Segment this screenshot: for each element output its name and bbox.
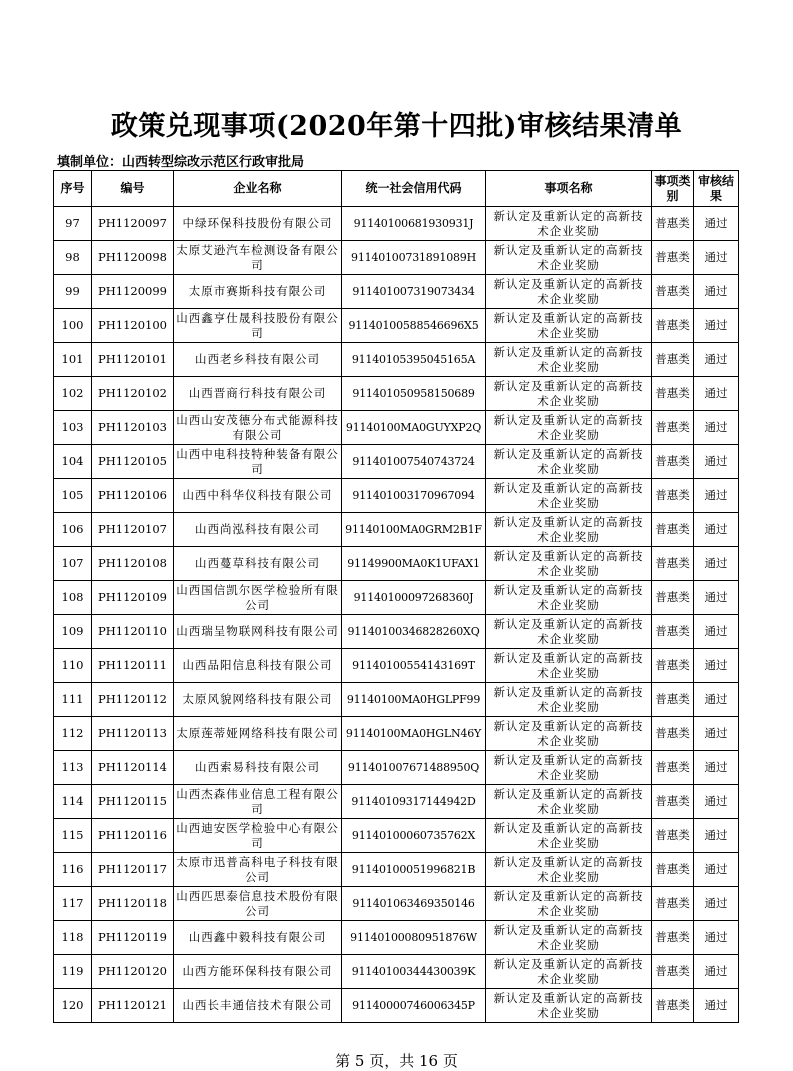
review-result: 通过 (694, 411, 739, 445)
item-category: 普惠类 (652, 955, 694, 989)
company-name: 山西匹思泰信息技术股份有限公司 (174, 887, 342, 921)
credit-code: 91140100MA0HGLN46Y (342, 717, 486, 751)
credit-code: 91140109317144942D (342, 785, 486, 819)
credit-code: 91140100346828260XQ (342, 615, 486, 649)
table-row (54, 411, 739, 445)
company-name: 太原莲蒂娅网络科技有限公司 (174, 717, 342, 751)
credit-code: 911401050958150689 (342, 377, 486, 411)
credit-code: 911401007671488950Q (342, 751, 486, 785)
item-name: 新认定及重新认定的高新技术企业奖励 (486, 275, 652, 309)
credit-code: 91140100MA0GRM2B1F (342, 513, 486, 547)
item-category: 普惠类 (652, 819, 694, 853)
filing-unit: 填制单位：山西转型综改示范区行政审批局 (57, 155, 305, 170)
table-row (54, 377, 739, 411)
row-number: PH1120098 (92, 241, 174, 275)
row-index: 114 (54, 785, 92, 819)
review-result: 通过 (694, 343, 739, 377)
review-result: 通过 (694, 785, 739, 819)
row-index: 109 (54, 615, 92, 649)
company-name: 太原艾逊汽车检测设备有限公司 (174, 241, 342, 275)
credit-code: 91140100588546696X5 (342, 309, 486, 343)
row-number: PH1120117 (92, 853, 174, 887)
company-name: 太原市赛斯科技有限公司 (174, 275, 342, 309)
table-row (54, 241, 739, 275)
company-name: 山西品阳信息科技有限公司 (174, 649, 342, 683)
review-result: 通过 (694, 513, 739, 547)
review-result: 通过 (694, 751, 739, 785)
company-name: 山西鑫中毅科技有限公司 (174, 921, 342, 955)
row-index: 106 (54, 513, 92, 547)
row-index: 111 (54, 683, 92, 717)
credit-code: 91140100MA0HGLPF99 (342, 683, 486, 717)
review-result: 通过 (694, 309, 739, 343)
row-number: PH1120113 (92, 717, 174, 751)
row-number: PH1120112 (92, 683, 174, 717)
item-category: 普惠类 (652, 989, 694, 1023)
item-name: 新认定及重新认定的高新技术企业奖励 (486, 309, 652, 343)
review-result: 通过 (694, 275, 739, 309)
header-company: 企业名称 (174, 171, 342, 207)
review-result: 通过 (694, 547, 739, 581)
company-name: 山西鑫亨仕晟科技股份有限公司 (174, 309, 342, 343)
header-credit-code: 统一社会信用代码 (342, 171, 486, 207)
review-result: 通过 (694, 819, 739, 853)
review-result: 通过 (694, 649, 739, 683)
credit-code: 91149900MA0K1UFAX1 (342, 547, 486, 581)
row-number: PH1120106 (92, 479, 174, 513)
item-name: 新认定及重新认定的高新技术企业奖励 (486, 479, 652, 513)
header-result: 审核结果 (694, 171, 739, 207)
credit-code: 91140100731891089H (342, 241, 486, 275)
row-number: PH1120101 (92, 343, 174, 377)
header-index: 序号 (54, 171, 92, 207)
item-name: 新认定及重新认定的高新技术企业奖励 (486, 615, 652, 649)
table-row (54, 513, 739, 547)
item-category: 普惠类 (652, 513, 694, 547)
review-result: 通过 (694, 479, 739, 513)
item-name: 新认定及重新认定的高新技术企业奖励 (486, 989, 652, 1023)
review-result: 通过 (694, 377, 739, 411)
review-result: 通过 (694, 445, 739, 479)
row-index: 103 (54, 411, 92, 445)
company-name: 山西中科华仪科技有限公司 (174, 479, 342, 513)
row-number: PH1120109 (92, 581, 174, 615)
item-name: 新认定及重新认定的高新技术企业奖励 (486, 887, 652, 921)
item-name: 新认定及重新认定的高新技术企业奖励 (486, 683, 652, 717)
company-name: 山西尚泓科技有限公司 (174, 513, 342, 547)
credit-code: 91140100060735762X (342, 819, 486, 853)
row-index: 118 (54, 921, 92, 955)
company-name: 山西国信凯尔医学检验所有限公司 (174, 581, 342, 615)
credit-code: 911401007540743724 (342, 445, 486, 479)
review-result: 通过 (694, 207, 739, 241)
table-row (54, 683, 739, 717)
row-number: PH1120119 (92, 921, 174, 955)
item-category: 普惠类 (652, 343, 694, 377)
item-category: 普惠类 (652, 785, 694, 819)
review-result: 通过 (694, 683, 739, 717)
table-row (54, 309, 739, 343)
row-number: PH1120118 (92, 887, 174, 921)
row-index: 116 (54, 853, 92, 887)
company-name: 太原市迅普高科电子科技有限公司 (174, 853, 342, 887)
company-name: 中绿环保科技股份有限公司 (174, 207, 342, 241)
row-index: 99 (54, 275, 92, 309)
item-category: 普惠类 (652, 853, 694, 887)
table-header-row (54, 171, 739, 207)
item-name: 新认定及重新认定的高新技术企业奖励 (486, 581, 652, 615)
document-title: 政策兑现事项(2020年第十四批)审核结果清单 (110, 111, 683, 142)
item-name: 新认定及重新认定的高新技术企业奖励 (486, 751, 652, 785)
row-number: PH1120116 (92, 819, 174, 853)
credit-code: 91140100554143169T (342, 649, 486, 683)
review-result: 通过 (694, 989, 739, 1023)
table-row (54, 343, 739, 377)
row-index: 97 (54, 207, 92, 241)
company-name: 山西索易科技有限公司 (174, 751, 342, 785)
table-row (54, 785, 739, 819)
row-number: PH1120105 (92, 445, 174, 479)
row-index: 120 (54, 989, 92, 1023)
table-row (54, 921, 739, 955)
item-category: 普惠类 (652, 547, 694, 581)
row-number: PH1120107 (92, 513, 174, 547)
row-number: PH1120115 (92, 785, 174, 819)
company-name: 山西老乡科技有限公司 (174, 343, 342, 377)
row-index: 119 (54, 955, 92, 989)
review-result: 通过 (694, 581, 739, 615)
item-name: 新认定及重新认定的高新技术企业奖励 (486, 785, 652, 819)
row-number: PH1120120 (92, 955, 174, 989)
item-name: 新认定及重新认定的高新技术企业奖励 (486, 377, 652, 411)
item-category: 普惠类 (652, 309, 694, 343)
credit-code: 91140100344430039K (342, 955, 486, 989)
company-name: 山西蔓草科技有限公司 (174, 547, 342, 581)
item-name: 新认定及重新认定的高新技术企业奖励 (486, 547, 652, 581)
item-category: 普惠类 (652, 241, 694, 275)
table-row (54, 751, 739, 785)
row-number: PH1120110 (92, 615, 174, 649)
table-row (54, 887, 739, 921)
table-row (54, 989, 739, 1023)
table-row (54, 819, 739, 853)
item-name: 新认定及重新认定的高新技术企业奖励 (486, 343, 652, 377)
table-row (54, 479, 739, 513)
table-row (54, 853, 739, 887)
item-category: 普惠类 (652, 887, 694, 921)
table-row (54, 547, 739, 581)
page-footer: 第 5 页，共 16 页 (335, 1052, 458, 1070)
row-index: 108 (54, 581, 92, 615)
review-result: 通过 (694, 921, 739, 955)
table-row (54, 581, 739, 615)
table-row (54, 955, 739, 989)
row-index: 98 (54, 241, 92, 275)
item-name: 新认定及重新认定的高新技术企业奖励 (486, 921, 652, 955)
row-number: PH1120099 (92, 275, 174, 309)
item-name: 新认定及重新认定的高新技术企业奖励 (486, 955, 652, 989)
row-index: 104 (54, 445, 92, 479)
item-category: 普惠类 (652, 751, 694, 785)
row-index: 115 (54, 819, 92, 853)
item-name: 新认定及重新认定的高新技术企业奖励 (486, 717, 652, 751)
row-number: PH1120121 (92, 989, 174, 1023)
review-result: 通过 (694, 955, 739, 989)
table-row (54, 207, 739, 241)
item-name: 新认定及重新认定的高新技术企业奖励 (486, 207, 652, 241)
review-result: 通过 (694, 241, 739, 275)
row-index: 112 (54, 717, 92, 751)
item-category: 普惠类 (652, 377, 694, 411)
row-index: 113 (54, 751, 92, 785)
company-name: 山西迪安医学检验中心有限公司 (174, 819, 342, 853)
item-name: 新认定及重新认定的高新技术企业奖励 (486, 513, 652, 547)
review-result: 通过 (694, 887, 739, 921)
review-result: 通过 (694, 717, 739, 751)
credit-code: 91140100681930931J (342, 207, 486, 241)
row-number: PH1120103 (92, 411, 174, 445)
header-number: 编号 (92, 171, 174, 207)
credit-code: 91140100097268360J (342, 581, 486, 615)
credit-code: 911401063469350146 (342, 887, 486, 921)
table-row (54, 275, 739, 309)
item-category: 普惠类 (652, 479, 694, 513)
company-name: 山西中电科技特种装备有限公司 (174, 445, 342, 479)
item-name: 新认定及重新认定的高新技术企业奖励 (486, 411, 652, 445)
company-name: 山西晋商行科技有限公司 (174, 377, 342, 411)
item-name: 新认定及重新认定的高新技术企业奖励 (486, 445, 652, 479)
row-number: PH1120102 (92, 377, 174, 411)
item-name: 新认定及重新认定的高新技术企业奖励 (486, 819, 652, 853)
row-index: 102 (54, 377, 92, 411)
item-name: 新认定及重新认定的高新技术企业奖励 (486, 241, 652, 275)
row-index: 100 (54, 309, 92, 343)
review-result: 通过 (694, 615, 739, 649)
row-index: 110 (54, 649, 92, 683)
credit-code: 91140100051996821B (342, 853, 486, 887)
header-category: 事项类别 (652, 171, 694, 207)
row-index: 117 (54, 887, 92, 921)
item-name: 新认定及重新认定的高新技术企业奖励 (486, 649, 652, 683)
item-category: 普惠类 (652, 921, 694, 955)
row-index: 101 (54, 343, 92, 377)
table-row (54, 615, 739, 649)
company-name: 山西方能环保科技有限公司 (174, 955, 342, 989)
company-name: 太原风貌网络科技有限公司 (174, 683, 342, 717)
credit-code: 91140100080951876W (342, 921, 486, 955)
company-name: 山西长丰通信技术有限公司 (174, 989, 342, 1023)
row-index: 107 (54, 547, 92, 581)
review-result: 通过 (694, 853, 739, 887)
item-category: 普惠类 (652, 207, 694, 241)
table-row (54, 649, 739, 683)
item-category: 普惠类 (652, 445, 694, 479)
credit-code: 91140105395045165A (342, 343, 486, 377)
row-number: PH1120108 (92, 547, 174, 581)
item-name: 新认定及重新认定的高新技术企业奖励 (486, 853, 652, 887)
item-category: 普惠类 (652, 275, 694, 309)
row-index: 105 (54, 479, 92, 513)
credit-code: 911401007319073434 (342, 275, 486, 309)
row-number: PH1120114 (92, 751, 174, 785)
table-row (54, 717, 739, 751)
company-name: 山西瑞呈物联网科技有限公司 (174, 615, 342, 649)
item-category: 普惠类 (652, 615, 694, 649)
item-category: 普惠类 (652, 649, 694, 683)
credit-code: 91140000746006345P (342, 989, 486, 1023)
item-category: 普惠类 (652, 581, 694, 615)
header-item: 事项名称 (486, 171, 652, 207)
row-number: PH1120111 (92, 649, 174, 683)
item-category: 普惠类 (652, 683, 694, 717)
credit-code: 911401003170967094 (342, 479, 486, 513)
item-category: 普惠类 (652, 411, 694, 445)
company-name: 山西杰森伟业信息工程有限公司 (174, 785, 342, 819)
results-table (53, 170, 739, 1023)
row-number: PH1120100 (92, 309, 174, 343)
table-row (54, 445, 739, 479)
item-category: 普惠类 (652, 717, 694, 751)
company-name: 山西山安茂德分布式能源科技有限公司 (174, 411, 342, 445)
credit-code: 91140100MA0GUYXP2Q (342, 411, 486, 445)
row-number: PH1120097 (92, 207, 174, 241)
